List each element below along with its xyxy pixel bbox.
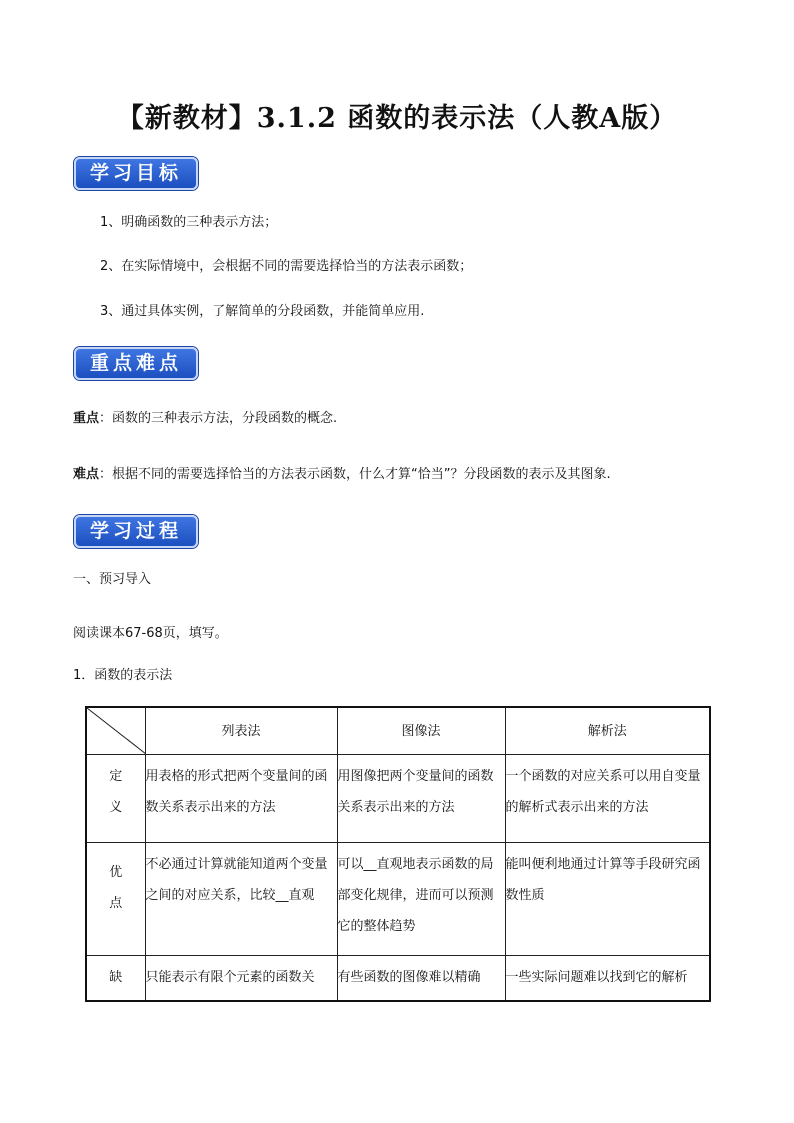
row-label — [86, 755, 145, 843]
representation-table — [85, 706, 711, 1002]
page-title: 【新教材】3.1.2 函数的表示法（人教A版） — [116, 103, 678, 134]
key-points-badge: 重点难点 — [74, 347, 198, 380]
row-label-char: 定 — [109, 769, 123, 784]
goal-item: 3、通过具体实例，了解简单的分段函数，并能简单应用. — [100, 304, 425, 319]
difficulty-text: ：根据不同的需要选择恰当的方法表示函数，什么才算“恰当”？分段函数的表示及其图象. — [99, 467, 611, 482]
row-label — [86, 956, 145, 1001]
row-label-char: 义 — [109, 800, 123, 815]
table-cell: 有些函数的图像难以精确 — [337, 956, 505, 1001]
diagonal-corner-cell — [86, 707, 145, 755]
table-cell: 可以__直观地表示函数的局部变化规律，进而可以预测它的整体趋势 — [337, 843, 505, 956]
table-cell: 只能表示有限个元素的函数关 — [145, 956, 337, 1001]
process-badge: 学习过程 — [74, 515, 198, 548]
goal-item: 1、明确函数的三种表示方法； — [100, 215, 278, 230]
table-row — [86, 956, 710, 1001]
row-label-char: 点 — [109, 896, 123, 911]
table-cell: 用表格的形式把两个变量间的函数关系表示出来的方法 — [145, 755, 337, 843]
row-label-char: 优 — [109, 865, 123, 880]
table-cell: 一个函数的对应关系可以用自变量的解析式表示出来的方法 — [505, 755, 710, 843]
reading-instruction: 阅读课本67-68页，填写。 — [73, 626, 228, 641]
preview-heading: 一、预习导入 — [73, 572, 152, 587]
table-row — [86, 755, 710, 843]
table-row — [86, 843, 710, 956]
table-cell: 一些实际问题难以找到它的解析 — [505, 956, 710, 1001]
table-header: 解析法 — [505, 707, 710, 755]
key-point-text: ：函数的三种表示方法，分段函数的概念. — [99, 411, 338, 426]
table-header: 图像法 — [337, 707, 505, 755]
difficulty-line — [73, 466, 611, 484]
difficulty-label: 难点 — [73, 467, 100, 482]
key-point-line — [73, 410, 337, 428]
table-header-row — [86, 707, 710, 755]
table-cell: 不必通过计算就能知道两个变量之间的对应关系，比较__直观 — [145, 843, 337, 956]
row-label-char: 缺 — [109, 970, 123, 985]
key-point-label: 重点 — [73, 411, 100, 426]
row-label — [86, 843, 145, 956]
goal-item: 2、在实际情境中，会根据不同的需要选择恰当的方法表示函数； — [100, 259, 473, 274]
diagonal-line — [87, 708, 145, 754]
table-cell: 用图像把两个变量间的函数关系表示出来的方法 — [337, 755, 505, 843]
goals-badge: 学习目标 — [74, 157, 198, 190]
table-cell: 能叫便利地通过计算等手段研究函数性质 — [505, 843, 710, 956]
table-header: 列表法 — [145, 707, 337, 755]
function-representation-heading: 1．函数的表示法 — [73, 668, 173, 683]
